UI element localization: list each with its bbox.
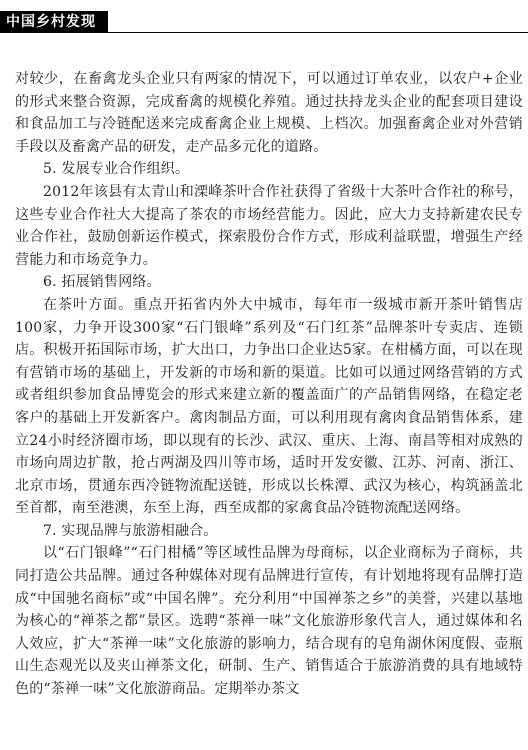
heading-cooperatives: 5. 发展专业合作组织。 [43,161,190,178]
paragraph-sales-network: 在茶叶方面。重点开拓省内外大中城市，每年市一级城市新开茶叶销售店100家，力争开设300家“石门银峰”系列及“石门红茶”品牌茶叶专卖店、连锁店。积极开拓国际市场，扩大出口，力争出口企业达5家。在柑橘方面，可以在现有营销市场的基础上，开发新的市场和新的渠道。比如可以通过网络营销的方式或者组织参加食品博览会的形式来建立新的覆盖面广的产品销售网络，在稳定老客户的基础上开发新客户。禽肉制品方面，可以利用现有禽肉食品销售体系，建立24小时经济圈市场，即以现有的长沙、武汉、重庆、上海、南昌等相对成熟的市场向周边扩散，抢占两湖及四川等市场，适时开发安徽、江苏、河南、浙江、北京市场，贯通东西冷链物流配送链，形成以长株潭、武汉为核心，构筑涵盖北至首都，南至港澳，东至上海，西至成都的家禽食品冷链物流配送网络。 [15,296,523,517]
article-body [15,68,523,701]
paragraph-brand-tourism: 以“石门银峰”“石门柑橘”等区域性品牌为母商标，以企业商标为子商标，共同打造公共品牌。通过各种媒体对现有品牌进行宣传，有计划地将现有品牌打造成“中国驰名商标”或“中国名牌”。充分利用“中国禅茶之乡”的美誉，兴建以基地为核心的“禅茶之都”景区。选聘“茶禅一味”文化旅游形象代言人，通过媒体和名人效应，扩大“茶禅一味”文化旅游的影响力，结合现有的皂角湖休闲度假、壶瓶山生态观光以及夹山禅茶文化，研制、生产、销售适合于旅游消费的具有地域特色的“茶禅一味”文化旅游商品。定期举办茶文 [15,545,523,698]
section-header [0,11,108,33]
heading-brand-tourism: 7. 实现品牌与旅游相融合。 [43,522,218,539]
section-header-title: 中国乡村发现 [6,14,96,30]
header-rule [108,32,528,33]
heading-sales-network: 6. 拓展销售网络。 [43,274,161,291]
paragraph-cooperatives: 2012年该县有太青山和溧峰茶叶合作社获得了省级十大茶叶合作社的称号，这些专业合作社大大提高了茶农的市场经营能力。因此，应大力支持新建农民专业合作社，鼓励创新运作模式，探索股份合作方式，形成利益联盟，增强生产经营能力和市场竞争力。 [15,183,523,268]
paragraph-livestock: 对较少，在畜禽龙头企业只有两家的情况下，可以通过订单农业，以农户+企业的形式来整合资源，完成畜禽的规模化养殖。通过扶持龙头企业的配套项目建设和食品加工与冷链配送来完成畜禽企业上规模、上档次。加强畜禽企业对外营销手段以及畜禽产品的研发，走产品多元化的道路。 [15,71,523,155]
